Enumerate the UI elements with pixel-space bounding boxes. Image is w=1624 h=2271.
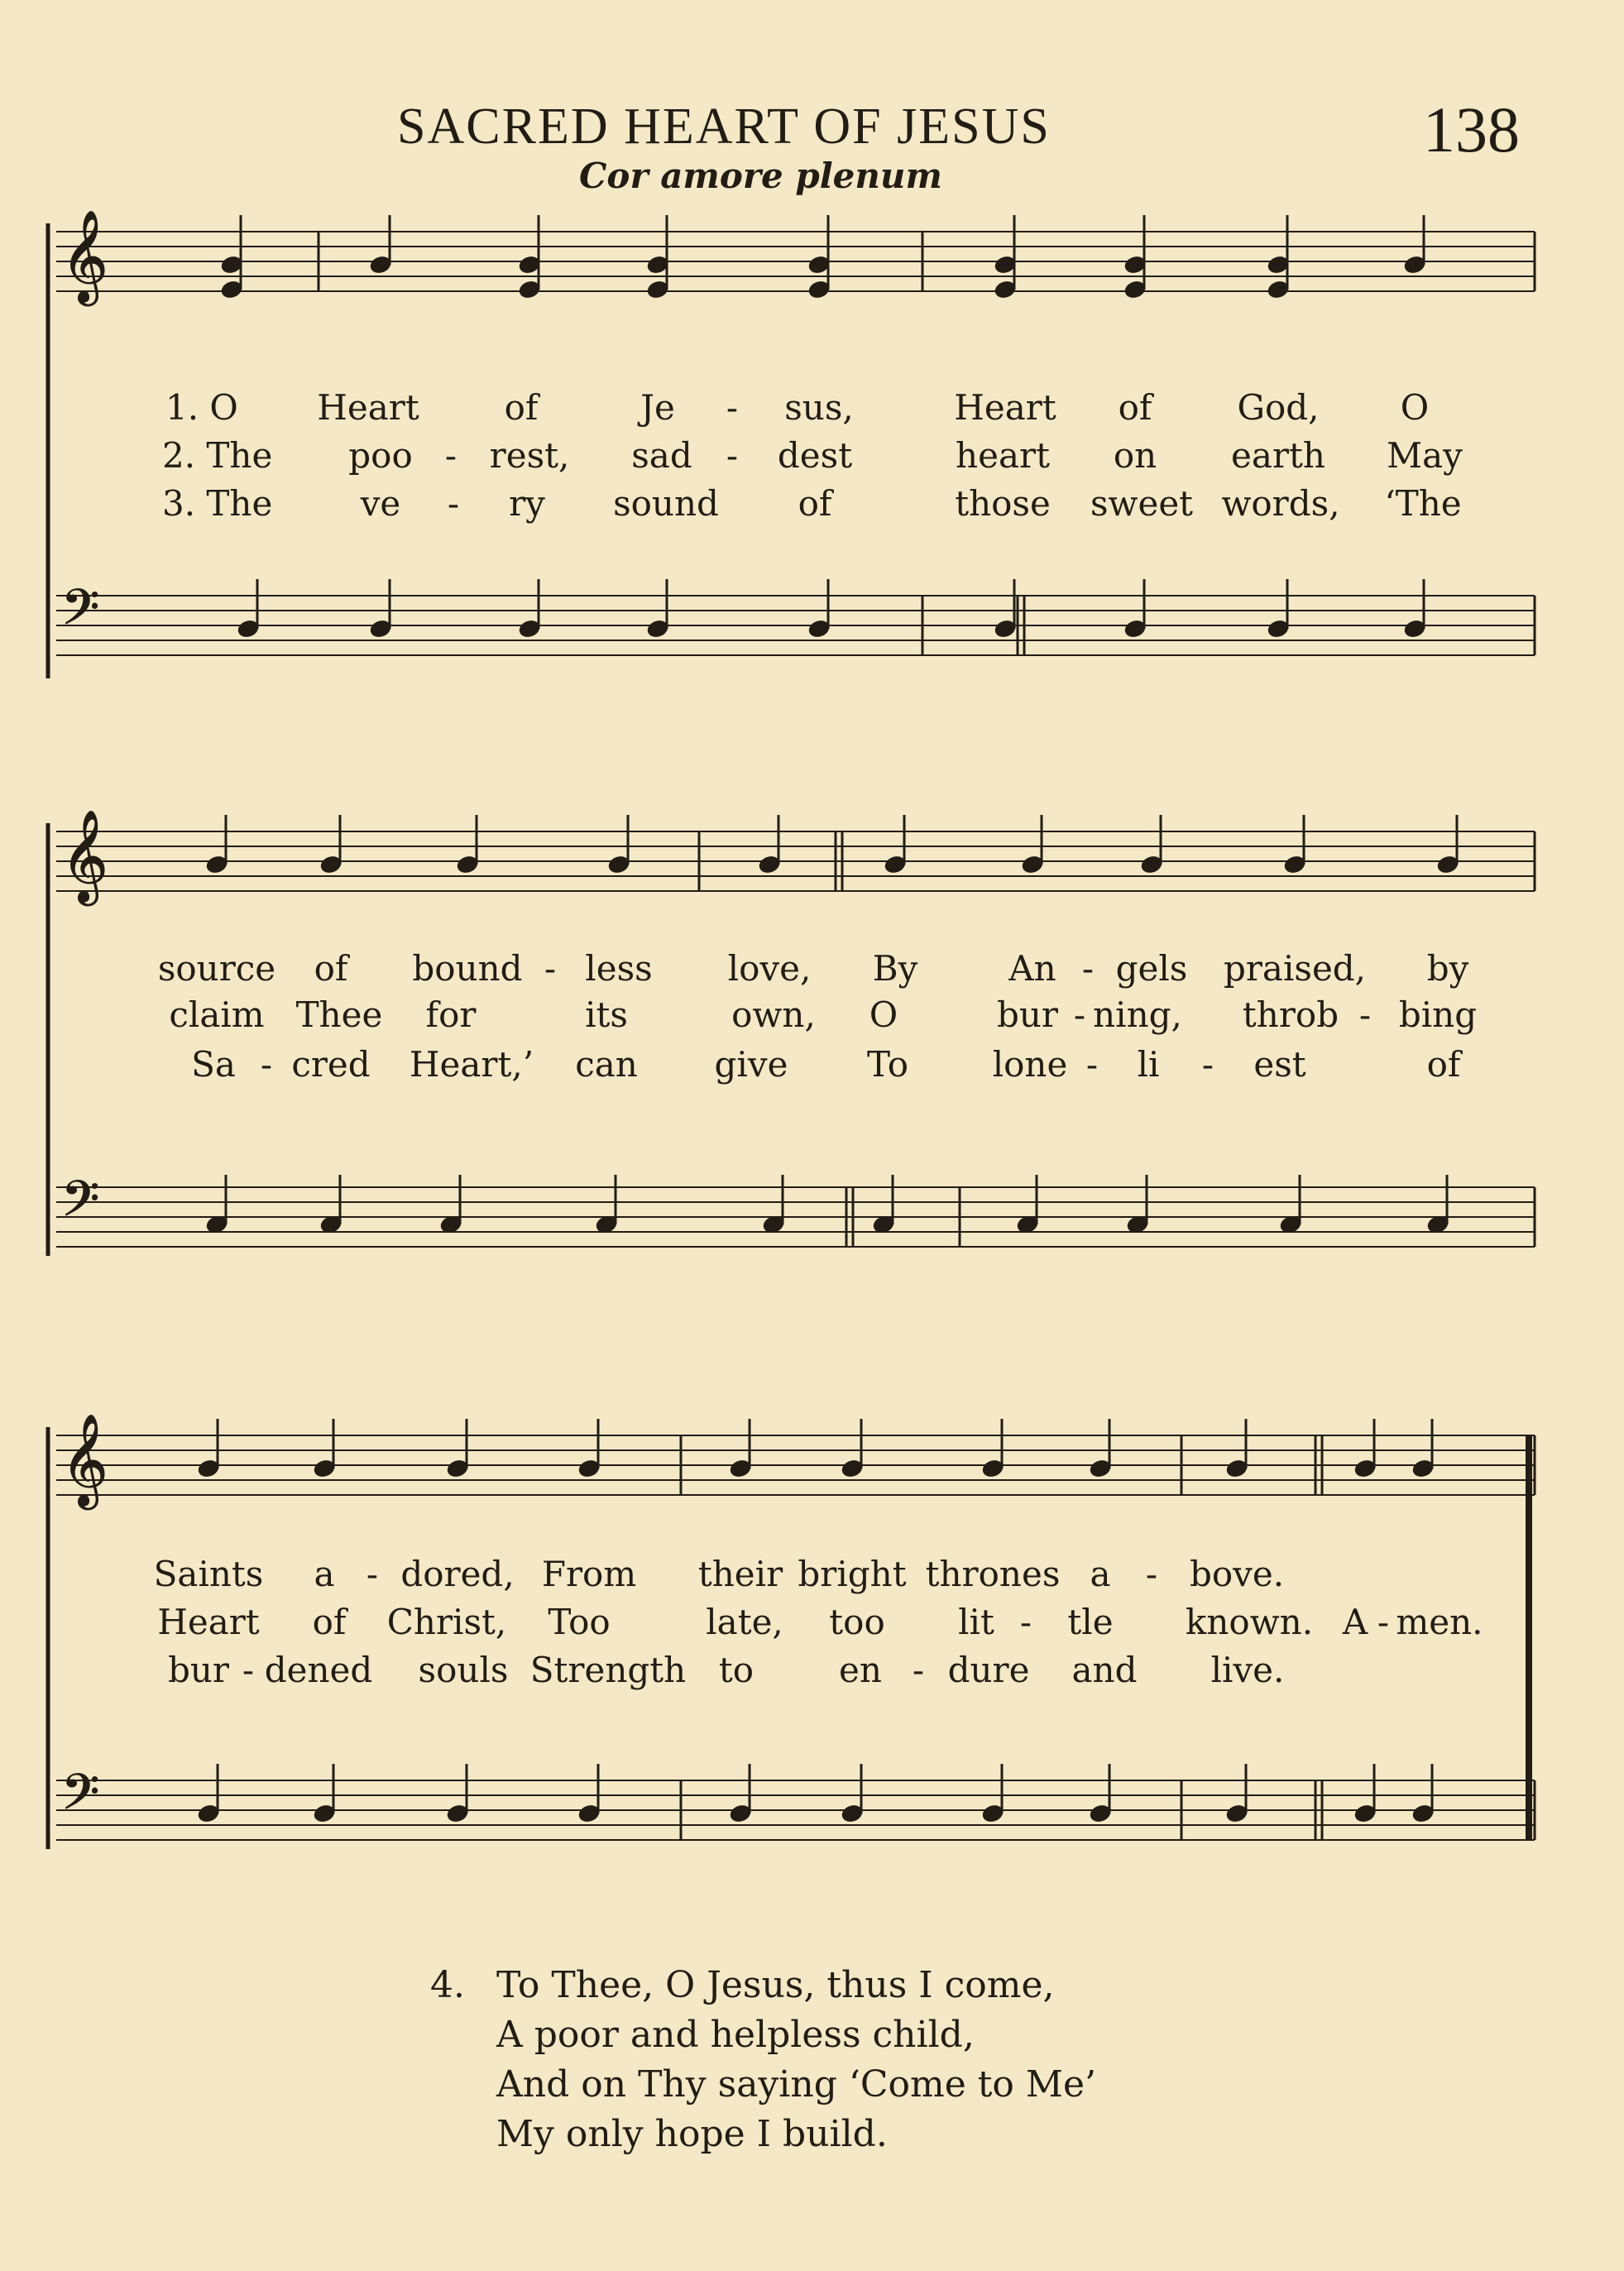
lyric-word: to [718,1650,755,1690]
lyric-hyphen: - [726,435,739,476]
lyric-word: late, [706,1602,783,1642]
lyric-hyphen: - [1085,1044,1099,1085]
lyric-word: souls [418,1650,509,1690]
lyric-word: ning, [1093,994,1182,1035]
lyric-word: lit [958,1602,994,1642]
lyric-word: A [1342,1602,1368,1642]
lyric-word: cred [291,1044,371,1085]
lyric-word: by [1426,948,1469,989]
lyric-hyphen: - [1019,1602,1032,1642]
lyric-line-verse-3 [0,483,1624,529]
lyric-hyphen: - [260,1044,273,1085]
lyric-word: Heart,’ [409,1044,534,1085]
lyric-word: Too [548,1602,611,1642]
lyric-word: on [1113,435,1157,476]
lyric-hyphen: - [1081,948,1095,989]
lyric-word: ‘The [1384,483,1462,524]
lyric-word: of [312,1602,347,1642]
lyric-word: of [1426,1044,1461,1085]
lyric-word: its [585,994,628,1035]
lyric-word: of [798,483,832,524]
lyric-line-verse-1 [0,948,1624,994]
lyric-hyphen: - [1377,1602,1390,1642]
treble-clef-icon: 𝄞 [61,809,108,902]
lyric-word: bove. [1189,1554,1285,1594]
bass-clef-icon: 𝄢 [61,1763,100,1833]
lyric-word: of [314,948,348,989]
lyric-word: est [1253,1044,1306,1085]
lyric-word: a [1090,1554,1111,1594]
lyric-hyphen: - [1358,994,1372,1035]
page-number: 138 [1423,93,1520,165]
lyric-word: claim [169,994,265,1035]
lyric-word: own, [731,994,816,1035]
lyric-word: bur [996,994,1059,1035]
lyric-word: of [504,387,539,428]
lyric-word: en [839,1650,882,1690]
lyric-line-verse-1 [0,1554,1624,1600]
lyric-word: tle [1067,1602,1114,1642]
lyric-word: bound [412,948,523,989]
lyric-word: sweet [1090,483,1194,524]
lyric-hyphen: - [544,948,557,989]
stanza-line: A poor and helpless child, [496,2014,975,2056]
stanza-line: My only hope I build. [496,2113,888,2155]
lyric-word: Je [640,387,675,428]
lyric-word: An [1008,948,1056,989]
lyric-word: dest [777,435,853,476]
lyric-line-verse-3 [0,1044,1624,1090]
lyric-word: O [1400,387,1430,428]
lyric-hyphen: - [1145,1554,1158,1594]
lyric-word: rest, [489,435,570,476]
treble-clef-icon: 𝄞 [61,209,108,302]
lyric-hyphen: - [1073,994,1086,1035]
lyric-word: source [157,948,276,989]
lyric-word: bing [1398,994,1478,1035]
lyric-word: Heart [157,1602,260,1642]
lyric-word: for [425,994,477,1035]
treble-clef-icon: 𝄞 [61,1413,108,1506]
lyric-word: By [872,948,918,989]
lyric-word: thrones [925,1554,1061,1594]
lyric-word: love, [727,948,812,989]
lyric-word: To [866,1044,909,1085]
lyric-word: and [1071,1650,1138,1690]
lyric-word: O [869,994,898,1035]
lyric-word: a [314,1554,335,1594]
stanza-4 [430,1961,1096,2159]
lyric-word: 3. The [162,483,273,524]
lyric-word: bright [798,1554,907,1594]
lyric-word: poo [348,435,413,476]
lyric-word: ry [509,483,545,524]
lyric-word: Heart [954,387,1056,428]
lyric-word: God, [1237,387,1320,428]
hymn-title: SACRED HEART OF JESUS [397,98,1051,155]
lyric-word: 1. O [165,387,238,428]
lyric-word: dened [264,1650,373,1690]
lyric-word: give [714,1044,788,1085]
lyric-line-verse-3 [0,1650,1624,1696]
lyric-word: sus, [784,387,854,428]
lyric-word: sound [613,483,719,524]
lyric-hyphen: - [1201,1044,1214,1085]
lyric-line-verse-2 [0,1602,1624,1648]
lyric-word: those [955,483,1051,524]
lyric-hyphen: - [447,483,460,524]
lyric-word: May [1387,435,1463,476]
lyric-line-verse-2 [0,994,1624,1041]
lyric-word: heart [956,435,1050,476]
stanza-line: And on Thy saying ‘Come to Me’ [496,2063,1096,2106]
lyric-word: Thee [295,994,383,1035]
lyric-line-verse-2 [0,435,1624,482]
lyric-word: sad [631,435,692,476]
lyric-word: men. [1396,1602,1483,1642]
lyric-hyphen: - [912,1650,925,1690]
lyric-word: their [697,1554,783,1594]
stanza-line: To Thee, O Jesus, thus I come, [496,1964,1055,2006]
lyric-word: From [541,1554,637,1594]
lyric-word: less [585,948,653,989]
stanza-number: 4. [430,1964,465,2006]
lyric-hyphen: - [726,387,739,428]
lyric-word: too [829,1602,885,1642]
lyric-word: praised, [1223,948,1367,989]
lyric-word: Strength [529,1650,687,1690]
lyric-word: 2. The [162,435,273,476]
lyric-word: Heart [317,387,419,428]
lyric-word: li [1137,1044,1160,1085]
lyric-word: earth [1231,435,1325,476]
tempo-marking: Cor amore plenum [579,156,942,196]
lyric-line-verse-1 [0,387,1624,434]
lyric-word: Sa [191,1044,236,1085]
lyric-hyphen: - [366,1554,379,1594]
lyric-word: throb [1242,994,1339,1035]
lyric-word: gels [1115,948,1188,989]
lyric-hyphen: - [242,1650,255,1690]
lyric-word: lone [992,1044,1068,1085]
lyric-word: of [1118,387,1152,428]
lyric-word: dored, [400,1554,515,1594]
lyric-word: ve [360,483,401,524]
bass-clef-icon: 𝄢 [61,1170,100,1239]
lyric-word: Christ, [386,1602,507,1642]
lyric-word: dure [947,1650,1030,1690]
lyric-word: bur [167,1650,230,1690]
lyric-word: words, [1221,483,1340,524]
lyric-hyphen: - [444,435,457,476]
lyric-word: live. [1210,1650,1285,1690]
lyric-word: can [575,1044,638,1085]
bass-clef-icon: 𝄢 [61,578,100,648]
lyric-word: known. [1185,1602,1314,1642]
lyric-word: Saints [153,1554,264,1594]
